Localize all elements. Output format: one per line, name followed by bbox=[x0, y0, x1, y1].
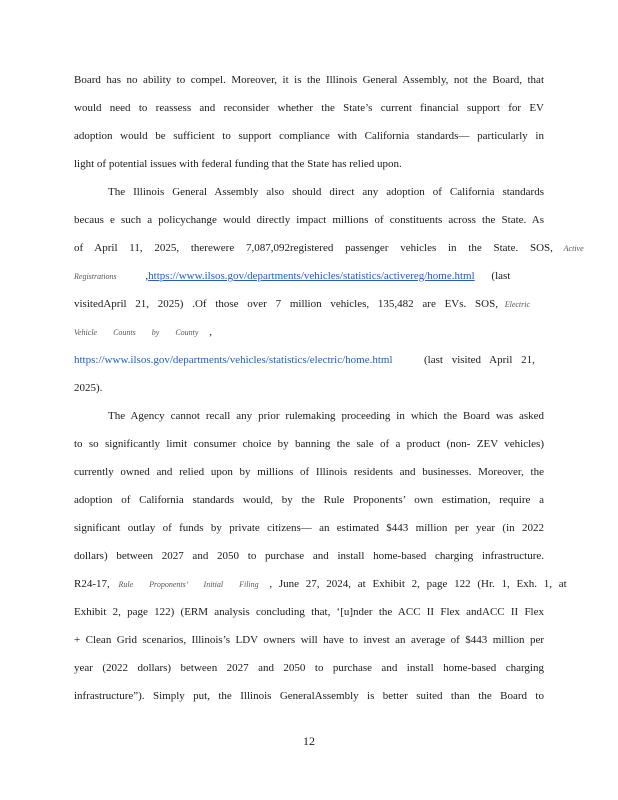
body-line: 2025). bbox=[74, 382, 103, 394]
body-line: infrastructure”). Simply put, the Illinois GeneralAssembly is better suited than the Board to bbox=[74, 690, 544, 702]
body-line: adoption would be sufficient to support compliance with California standards— particularly in bbox=[74, 130, 544, 142]
citation-title: Vehicle Counts by County bbox=[74, 328, 199, 337]
body-line bbox=[74, 577, 567, 592]
paragraph-first-line: The Agency cannot recall any prior rulemaking proceeding in which the Board was asked bbox=[108, 410, 544, 422]
body-text: (last bbox=[491, 270, 511, 282]
page-number: 12 bbox=[303, 734, 315, 748]
active-registrations-link[interactable]: https://www.ilsos.gov/departments/vehicles/statistics/activereg/home.html bbox=[148, 270, 475, 282]
body-line: Exhibit 2, page 122) (ERM analysis concluding that, ‘[u]nder the ACC II Flex andACC II Flex bbox=[74, 606, 544, 618]
body-text: R24-17, bbox=[74, 578, 110, 590]
body-line: currently owned and relied upon by millions of Illinois residents and businesses. Moreover, the bbox=[74, 466, 544, 478]
body-line: Board has no ability to compel. Moreover, it is the Illinois General Assembly, not the Board, that bbox=[74, 74, 544, 86]
citation-title: Registrations bbox=[74, 272, 117, 281]
citation-title: Active bbox=[563, 244, 584, 253]
body-line: becaus e such a policychange would directly impact millions of constituents across the State. As bbox=[74, 214, 544, 226]
body-line: Registrations ,https://www.ilsos.gov/departments/vehicles/statistics/activereg/home.html (last bbox=[74, 270, 511, 282]
body-line bbox=[74, 297, 544, 312]
body-text: of April 11, 2025, therewere 7,087,092registered passenger vehicles in the State. SOS, bbox=[74, 242, 553, 254]
citation-title: Rule Proponents’ Initial Filing bbox=[118, 580, 259, 589]
paragraph-first-line: The Illinois General Assembly also should direct any adoption of California standards bbox=[108, 186, 544, 198]
body-line bbox=[74, 353, 544, 367]
body-line: year (2022 dollars) between 2027 and 2050 to purchase and install home-based charging bbox=[74, 662, 544, 674]
electric-vehicle-counts-link[interactable]: https://www.ilsos.gov/departments/vehicles/statistics/electric/home.html bbox=[74, 354, 393, 366]
body-line: to so significantly limit consumer choice by banning the sale of a product (non- ZEV vehicles) bbox=[74, 438, 544, 450]
body-text: , June 27, 2024, at Exhibit 2, page 122 (Hr. 1, Exh. 1, at bbox=[269, 578, 567, 590]
body-text: visitedApril 21, 2025) .Of those over 7 million vehicles, 135,482 are EVs. SOS, bbox=[74, 298, 498, 310]
body-text: , bbox=[209, 326, 212, 338]
citation-title: Electric bbox=[504, 300, 531, 309]
body-text: (last visited April 21, bbox=[424, 354, 535, 366]
body-line: significant outlay of funds by private citizens— an estimated $443 million per year (in 2022 bbox=[74, 522, 544, 534]
body-line bbox=[74, 325, 544, 340]
body-line: dollars) between 2027 and 2050 to purchase and install home-based charging infrastructure. bbox=[74, 550, 544, 562]
body-line: would need to reassess and reconsider whether the State’s current financial support for EV bbox=[74, 102, 544, 114]
body-line: adoption of California standards would, by the Rule Proponents’ own estimation, require a bbox=[74, 494, 544, 506]
body-line: light of potential issues with federal funding that the State has relied upon. bbox=[74, 158, 402, 170]
body-line bbox=[74, 241, 584, 256]
body-line: + Clean Grid scenarios, Illinois’s LDV owners will have to invest an average of $443 million per bbox=[74, 634, 544, 646]
